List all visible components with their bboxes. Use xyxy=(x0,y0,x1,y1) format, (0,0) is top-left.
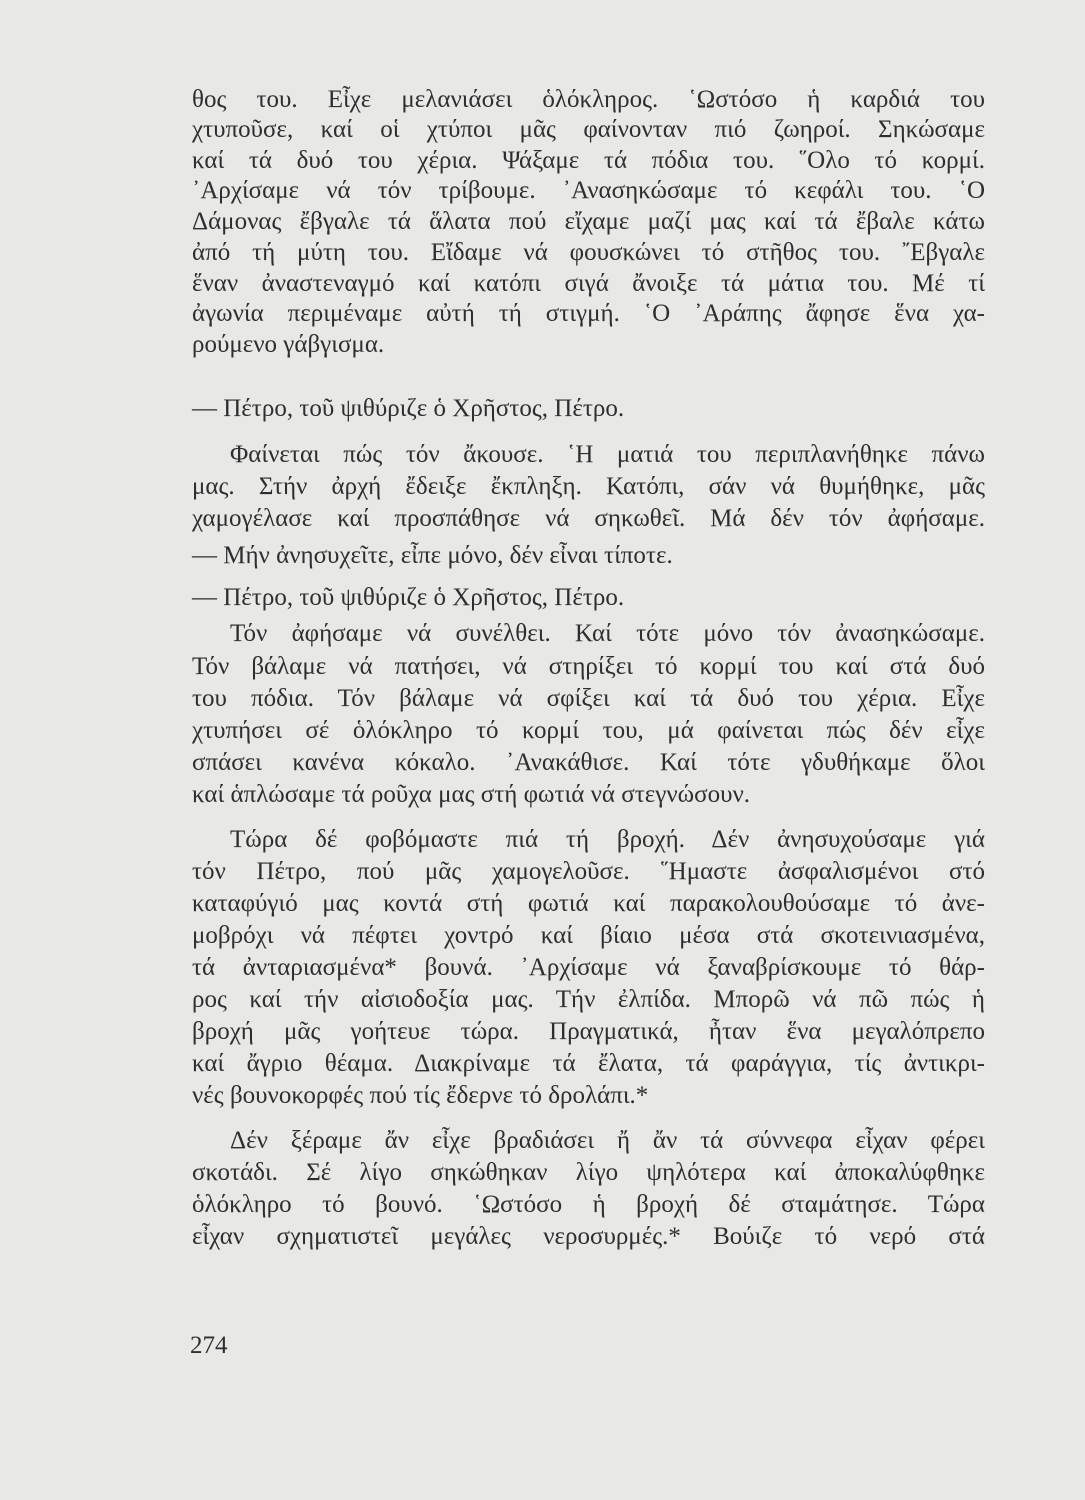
text-line: καί τά δυό του χέρια. Ψάξαμε τά πόδια του. ῞Ολο τό κορμί. xyxy=(192,147,985,174)
text-line: ἕναν ἀναστεναγμό καί κατόπι σιγά ἄνοιξε τά μάτια του. Μέ τί xyxy=(192,270,985,297)
text-line: ᾿Αρχίσαμε νά τόν τρίβουμε. ᾿Ανασηκώσαμε τό κεφάλι του. ῾Ο xyxy=(192,177,985,204)
text-line: νές βουνοκορφές πού τίς ἔδερνε τό δρολάπι.* xyxy=(192,1082,649,1109)
paragraph-start: Τώρα δέ φοβόμαστε πιά τή βροχή. Δέν ἀνησυχούσαμε γιά xyxy=(230,826,985,853)
text-line: ρούμενο γάβγισμα. xyxy=(192,331,385,358)
text-line: Τόν βάλαμε νά πατήσει, νά στηρίξει τό κορμί του καί στά δυό xyxy=(192,653,985,680)
text-line: καταφύγιό μας κοντά στή φωτιά καί παρακολουθούσαμε τό ἀνε- xyxy=(192,890,985,917)
text-line: χτυποῦσε, καί οἱ χτύποι μᾶς φαίνονταν πιό ζωηροί. Σηκώσαμε xyxy=(192,116,985,143)
text-line: μας. Στήν ἀρχή ἔδειξε ἔκπληξη. Κατόπι, σάν νά θυμήθηκε, μᾶς xyxy=(192,473,985,500)
text-line: μοβρόχι νά πέφτει χοντρό καί βίαιο μέσα στά σκοτεινιασμένα, xyxy=(192,922,985,949)
page-number: 274 xyxy=(190,1332,228,1359)
text-line: σπάσει κανένα κόκαλο. ᾿Ανακάθισε. Καί τότε γδυθήκαμε ὅλοι xyxy=(192,749,985,776)
text-line: του πόδια. Τόν βάλαμε νά σφίξει καί τά δυό του χέρια. Εἶχε xyxy=(192,685,985,712)
text-line: ὁλόκληρο τό βουνό. ῾Ωστόσο ἡ βροχή δέ σταμάτησε. Τώρα xyxy=(192,1191,985,1218)
text-line: ἀπό τή μύτη του. Εἴδαμε νά φουσκώνει τό στῆθος του. ῎Εβγαλε xyxy=(192,239,985,266)
paragraph-start: Φαίνεται πώς τόν ἄκουσε. ῾Η ματιά του περιπλανήθηκε πάνω xyxy=(230,441,985,468)
text-line: τόν Πέτρο, πού μᾶς χαμογελοῦσε. ῞Ημαστε ἀσφαλισμένοι στό xyxy=(192,858,985,885)
text-line: Δάμονας ἔβγαλε τά ἅλατα πού εἴχαμε μαζί μας καί τά ἔβαλε κάτω xyxy=(192,208,985,235)
text-line: ρος καί τήν αἰσιοδοξία μας. Τήν ἐλπίδα. Μπορῶ νά πῶ πώς ἡ xyxy=(192,986,985,1013)
paragraph-start: Τόν ἀφήσαμε νά συνέλθει. Καί τότε μόνο τόν ἀνασηκώσαμε. xyxy=(230,620,985,647)
dialogue-line: — Πέτρο, τοῦ ψιθύριζε ὁ Χρῆστος, Πέτρο. xyxy=(192,584,625,611)
dialogue-line: — Μήν ἀνησυχεῖτε, εἶπε μόνο, δέν εἶναι τίποτε. xyxy=(192,542,673,569)
text-line: καί ἄγριο θέαμα. Διακρίναμε τά ἔλατα, τά φαράγγια, τίς ἀντικρι- xyxy=(192,1050,985,1077)
text-line: χαμογέλασε καί προσπάθησε νά σηκωθεῖ. Μά δέν τόν ἀφήσαμε. xyxy=(192,505,985,532)
text-line: χτυπήσει σέ ὁλόκληρο τό κορμί του, μά φαίνεται πώς δέν εἶχε xyxy=(192,717,985,744)
dialogue-line: — Πέτρο, τοῦ ψιθύριζε ὁ Χρῆστος, Πέτρο. xyxy=(192,395,625,422)
text-line: εἶχαν σχηματιστεῖ μεγάλες νεροσυρμές.* Βούιζε τό νερό στά xyxy=(192,1223,985,1250)
paragraph-start: Δέν ξέραμε ἄν εἶχε βραδιάσει ἤ ἄν τά σύννεφα εἶχαν φέρει xyxy=(230,1127,985,1154)
text-line: καί ἁπλώσαμε τά ροῦχα μας στή φωτιά νά στεγνώσουν. xyxy=(192,781,751,808)
text-line: θος του. Εἶχε μελανιάσει ὁλόκληρος. ῾Ωστόσο ἡ καρδιά του xyxy=(192,86,985,113)
text-line: βροχή μᾶς γοήτευε τώρα. Πραγματικά, ἦταν ἕνα μεγαλόπρεπο xyxy=(192,1018,985,1045)
text-line: ἀγωνία περιμέναμε αὐτή τή στιγμή. ῾Ο ᾿Αράπης ἄφησε ἕνα χα- xyxy=(192,300,985,327)
text-line: σκοτάδι. Σέ λίγο σηκώθηκαν λίγο ψηλότερα καί ἀποκαλύφθηκε xyxy=(192,1159,985,1186)
text-line: τά ἀνταριασμένα* βουνά. ᾿Αρχίσαμε νά ξαναβρίσκουμε τό θάρ- xyxy=(192,954,985,981)
